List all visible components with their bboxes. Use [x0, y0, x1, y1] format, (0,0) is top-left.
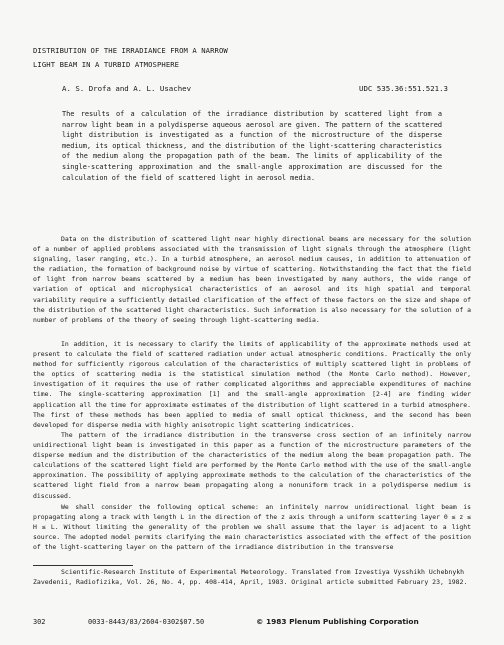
authors: A. S. Drofa and A. L. Usachev: [62, 84, 192, 93]
journal-code: 0033-8443/83/2604-0302$07.50: [88, 618, 205, 626]
footnote-rule: [33, 565, 133, 566]
udc-code: UDC 535.36:551.521.3: [359, 84, 448, 93]
copyright: © 1983 Plenum Publishing Corporation: [256, 617, 419, 626]
page-number: 302: [33, 618, 46, 626]
title-line-2: LIGHT BEAM IN A TURBID ATMOSPHERE: [33, 60, 180, 69]
body-paragraph-4: We shall consider the following optical scheme: an infinitely narrow unidirectional light beam is propagating along a track with length L in the direction of the z axis through a uniform scattering layer 0 ≤ z ≤ H ≤ L. Without limiting the generality of the problem we shall assume that the layer is adjacent to a light source. The adopted model permits clarifying the main characteristics associated with the effect of the position of the light-scattering layer on the pattern of the irradiance distribution in the transverse: [33, 503, 471, 552]
body-paragraph-3: The pattern of the irradiance distribution in the transverse cross section of an infinitely narrow unidirectional light beam is investigated in this paper as a function of the microstructure parameters of the disperse medium and the distribution of the characteristics of the medium along the beam propagation path. The calculations of the scattered light field are performed by the Monte Carlo method with the use of the small-angle approximation. The possibility of applying approximate methods to the calculation of the characteristics of the scattered light field from a narrow beam propagating along a nonuniform track in a polydisperse medium is discussed.: [33, 431, 471, 500]
title-line-1: DISTRIBUTION OF THE IRRADIANCE FROM A NARROW: [33, 46, 228, 55]
body-paragraph-1: Data on the distribution of scattered light near highly directional beams are necessary for the solution of a number of applied problems associated with the transmission of light signals through the atmosphere (light signaling, laser ranging, etc.). In a turbid atmosphere, an aerosol medium causes, in addition to attenuation of the radiation, the formation of background noise by virtue of scattering. Notwithstanding the fact that the field of light from narrow beams scattered by a medium has been investigated by many authors, the wide range of variation of optical and microphysical characteristics of an aerosol and its high spatial and temporal variability require a sufficiently detailed clarification of the effect of these factors on the size and shape of the distribution of the scattered light characteristics. Such information is also necessary for the solution of a number of problems of the theory of seeing through light-scattering media.: [33, 235, 471, 324]
body-paragraph-2: In addition, it is necessary to clarify the limits of applicability of the approximate methods used at present to calculate the field of scattered radiation under actual atmospheric conditions. Practically the only method for sufficiently rigorous calculation of the characteristics of multiply scattered light in problems of the optics of scattering media is the statistical simulation method (the Monte Carlo method). However, investigation of it requires the use of rather complicated algorithms and appreciable expenditures of machine time. The single-scattering approximation [1] and the small-angle approximation [2-4] are finding wider application all the time for approximate estimates of the distribution of light scattered in a turbid atmosphere. The first of these methods has been applied to media of small optical thickness, and the second has been developed for disperse media with highly anisotropic light scattering indicatrices.: [33, 340, 471, 429]
footnote: Scientific-Research Institute of Experimental Meteorology. Translated from Izvestiya Vysshikh Uchebnykh Zavedenii, Radiofizika, Vol. 26, No. 4, pp. 408-414, April, 1983. Original article submitted February 23, 1982.: [33, 568, 468, 586]
paper-title: [33, 44, 463, 72]
abstract: The results of a calculation of the irradiance distribution by scattered light from a narrow light beam in a polydisperse aqueous aerosol are given. The pattern of the scattered light distribution is investigated as a function of the microstructure of the disperse medium, its optical thickness, and the distribution of the light-scattering characteristics of the medium along the propagation path of the beam. The limits of applicability of the single-scattering approximation and the small-angle approximation are discussed for the calculation of the field of scattered light in aerosol media.: [62, 110, 442, 182]
